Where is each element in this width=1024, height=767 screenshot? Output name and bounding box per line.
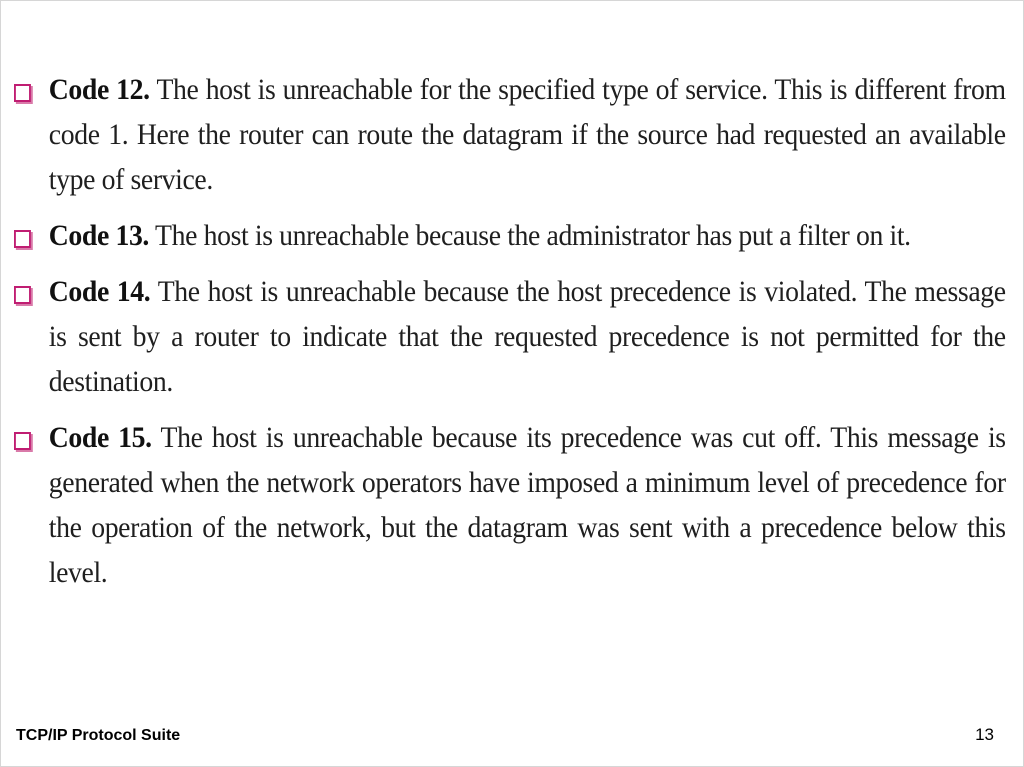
checkbox-bullet-icon bbox=[14, 230, 31, 248]
code-label: Code 15. bbox=[48, 422, 152, 454]
code-label: Code 12. bbox=[48, 74, 150, 106]
bullet-item-code-13 bbox=[14, 214, 1006, 259]
bullet-item-code-15 bbox=[14, 416, 1006, 596]
bullet-text: The host is unreachable for the specified type of service. This is different from code 1. Here the router can route the datagram if the source had requested an available type of service. bbox=[48, 74, 1006, 196]
bullet-item-code-14 bbox=[14, 270, 1006, 405]
checkbox-bullet-icon bbox=[14, 84, 31, 102]
footer-title: TCP/IP Protocol Suite bbox=[16, 727, 181, 744]
code-label: Code 13. bbox=[48, 220, 149, 252]
bullet-text: The host is unreachable because its precedence was cut off. This message is generated when the network operators have imposed a minimum level of precedence for the operation of the network, but the datagram was sent with a precedence below this level. bbox=[48, 422, 1006, 589]
code-label: Code 14. bbox=[48, 276, 151, 308]
bullet-text: The host is unreachable because the administrator has put a filter on it. bbox=[148, 220, 911, 252]
bullet-item-code-12 bbox=[14, 68, 1006, 203]
bullet-text: The host is unreachable because the host precedence is violated. The message is sent by a router to indicate that the requested precedence is not permitted for the destination. bbox=[48, 276, 1006, 398]
checkbox-bullet-icon bbox=[14, 286, 31, 304]
checkbox-bullet-icon bbox=[14, 432, 31, 450]
slide-content bbox=[14, 68, 1004, 596]
page-number: 13 bbox=[975, 725, 994, 744]
